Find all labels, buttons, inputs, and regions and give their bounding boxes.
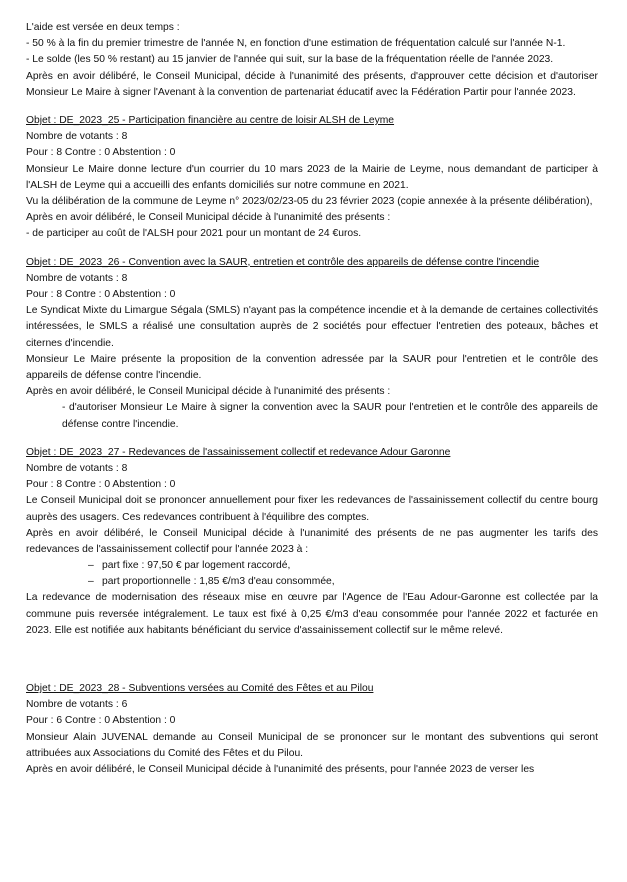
votants-count: Nombre de votants : 8 — [26, 272, 128, 284]
intro-line-1: L'aide est versée en deux temps : — [26, 22, 180, 33]
paragraph: Monsieur Le Maire présente la proposition de la convention adressée par la SAUR pour l'entretien et le contrôle des appareils de défense contre l'incendie. — [26, 353, 598, 382]
votants-count: Nombre de votants : 6 — [26, 699, 128, 711]
vote-result: Pour : 8 Contre : 0 Abstention : 0 — [26, 479, 176, 491]
section-title: Objet : DE_2023_28 - Subventions versées au Comité des Fêtes et au Pilou — [26, 682, 374, 694]
list-item — [26, 574, 598, 590]
vote-result: Pour : 8 Contre : 0 Abstention : 0 — [26, 289, 176, 301]
votants-count: Nombre de votants : 8 — [26, 131, 128, 143]
paragraph: - de participer au coût de l'ALSH pour 2021 pour un montant de 24 €uros. — [26, 228, 362, 240]
section-de-2023-25 — [26, 113, 598, 243]
paragraph: Après en avoir délibéré, le Conseil Municipal décide à l'unanimité des présents, pour l'année 2023 de verser les — [26, 763, 535, 775]
paragraph: Après en avoir délibéré, le Conseil Municipal décide à l'unanimité des présents : — [26, 212, 391, 224]
paragraph: La redevance de modernisation des réseaux mise en œuvre par l'Agence de l'Eau Adour-Garonne est collectée par la commune puis reversée intégralement. Le taux est fixé à 0,25 €/m3 d'eau consommée pour l'année 2022 et facturée en 2023. Elle est notifiée aux habitants bénéficiant du service d'assainissement collectif sur le même relevé. — [26, 592, 598, 636]
vote-result: Pour : 6 Contre : 0 Abstention : 0 — [26, 715, 176, 727]
section-title: Objet : DE_2023_27 - Redevances de l'assainissement collectif et redevance Adour Garonne — [26, 446, 451, 458]
intro-line-2: - 50 % à la fin du premier trimestre de l'année N, en fonction d'une estimation de fréquentation calculé sur l'année N-1. — [26, 38, 566, 50]
document-page — [26, 20, 598, 778]
paragraph: Monsieur Le Maire donne lecture d'un courrier du 10 mars 2023 de la Mairie de Leyme, nous demandant de participer à l'ALSH de Leyme qui a accueilli des enfants domiciliés sur notre commune en 2021. — [26, 163, 598, 191]
section-de-2023-26 — [26, 255, 598, 433]
bullet-dash: – — [88, 560, 94, 572]
section-title: Objet : DE_2023_26 - Convention avec la SAUR, entretien et contrôle des appareils de défense contre l'incendie — [26, 256, 540, 268]
paragraph: Après en avoir délibéré, le Conseil Municipal décide à l'unanimité des présents de ne pas augmenter les tarifs des redevances de l'assainissement collectif pour l'année 2023 à : — [26, 527, 598, 556]
intro-block — [26, 20, 598, 101]
list-item — [26, 558, 598, 574]
list-item-text: part proportionnelle : 1,85 €/m3 d'eau consommée, — [102, 576, 335, 588]
paragraph: Le Conseil Municipal doit se prononcer annuellement pour fixer les redevances de l'assainissement collectif du centre bourg auprès des usagers. Ces redevances contribuent à l'équilibre des comptes. — [26, 495, 598, 523]
paragraph: Le Syndicat Mixte du Limargue Ségala (SMLS) n'ayant pas la compétence incendie et à la demande de certaines collectivités intéressées, le SMLS a réalisé une consultation auprès de 2 sociétés pour effectuer l'entretien des poteaux, bâches et citernes d'incendie. — [26, 305, 598, 349]
section-de-2023-27 — [26, 445, 598, 639]
vote-result: Pour : 8 Contre : 0 Abstention : 0 — [26, 147, 176, 159]
list-item-text: part fixe : 97,50 € par logement raccordé, — [102, 560, 291, 572]
paragraph: Monsieur Alain JUVENAL demande au Conseil Municipal de se prononcer sur le montant des subventions qui seront attribuées aux Associations du Comité des Fêtes et du Pilou. — [26, 731, 598, 759]
section-title: Objet : DE_2023_25 - Participation financière au centre de loisir ALSH de Leyme — [26, 115, 395, 127]
section-de-2023-28 — [26, 681, 598, 778]
intro-line-3: - Le solde (les 50 % restant) au 15 janvier de l'année qui suit, sur la base de la fréquentation réelle de l'année 2023. — [26, 54, 554, 66]
intro-paragraph: Après en avoir délibéré, le Conseil Municipal, décide à l'unanimité des présents, d'approuver cette décision et d'autoriser Monsieur Le Maire à signer l'Avenant à la convention de partenariat éducatif avec la Fédération Partir pour l'année 2023. — [26, 70, 598, 98]
paragraph: Après en avoir délibéré, le Conseil Municipal décide à l'unanimité des présents : — [26, 386, 391, 398]
bullet-dash: – — [88, 576, 94, 588]
paragraph: Vu la délibération de la commune de Leyme n° 2023/02/23-05 du 23 février 2023 (copie annexée à la présente délibération), — [26, 196, 593, 208]
paragraph: - d'autoriser Monsieur Le Maire à signer la convention avec la SAUR pour l'entretien et le contrôle des appareils de défense contre l'incendie. — [62, 402, 598, 430]
votants-count: Nombre de votants : 8 — [26, 463, 128, 475]
